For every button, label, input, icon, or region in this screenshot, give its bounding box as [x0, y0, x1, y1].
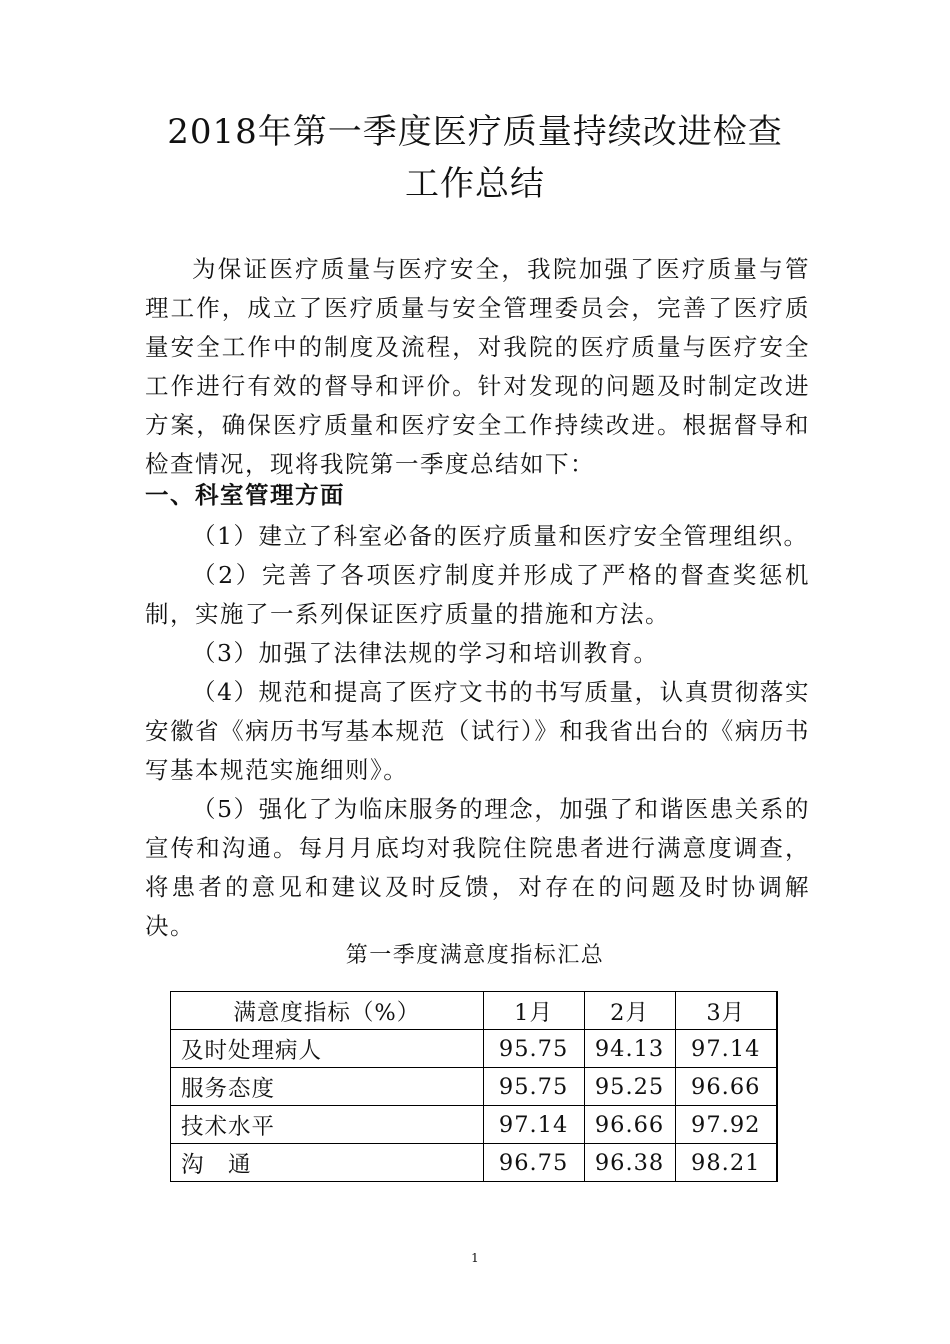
table-cell: 96.75 — [483, 1144, 584, 1182]
section-item-5: （5）强化了为临床服务的理念，加强了和谐医患关系的宣传和沟通。每月月底均对我院住院患者进行满意度调查，将患者的意见和建议及时反馈，对存在的问题及时协调解决。 — [145, 795, 810, 940]
table-header-row — [171, 992, 778, 1030]
section-item-2: （2）完善了各项医疗制度并形成了严格的督查奖惩机制，实施了一系列保证医疗质量的措施和方法。 — [145, 561, 810, 628]
intro-paragraph: 为保证医疗质量与医疗安全，我院加强了医疗质量与管理工作，成立了医疗质量与安全管理委员会，完善了医疗质量安全工作中的制度及流程，对我院的医疗质量与医疗安全工作进行有效的督导和评价。针对发现的问题及时制定改进方案，确保医疗质量和医疗安全工作持续改进。根据督导和检查情况，现将我院第一季度总结如下： — [145, 255, 810, 478]
section-heading: 一、科室管理方面 — [145, 481, 345, 509]
table-row — [171, 1068, 778, 1106]
table-row — [171, 1106, 778, 1144]
column-header: 2月 — [584, 992, 675, 1030]
satisfaction-table — [170, 991, 778, 1182]
table-cell: 96.66 — [584, 1106, 675, 1144]
table-cell: 98.21 — [675, 1144, 777, 1182]
page-number: 1 — [471, 1251, 479, 1265]
row-label: 服务态度 — [171, 1068, 484, 1106]
column-header: 1月 — [483, 992, 584, 1030]
row-label: 及时处理病人 — [171, 1030, 484, 1068]
table-cell: 96.66 — [675, 1068, 777, 1106]
document-title-line-1: 2018年第一季度医疗质量持续改进检查 — [167, 112, 783, 152]
table-row — [171, 1030, 778, 1068]
table-cell: 95.75 — [483, 1068, 584, 1106]
row-label: 沟 通 — [171, 1144, 484, 1182]
table-caption: 第一季度满意度指标汇总 — [345, 943, 605, 968]
section-item-4: （4）规范和提高了医疗文书的书写质量，认真贯彻落实安徽省《病历书写基本规范（试行）》和我省出台的《病历书写基本规范实施细则》。 — [145, 678, 810, 784]
section-item-3: （3）加强了法律法规的学习和培训教育。 — [192, 639, 659, 667]
column-header: 满意度指标（%） — [171, 992, 484, 1030]
table-cell: 97.14 — [483, 1106, 584, 1144]
table-row — [171, 1144, 778, 1182]
column-header: 3月 — [675, 992, 777, 1030]
table-cell: 95.25 — [584, 1068, 675, 1106]
document-title-line-2: 工作总结 — [405, 164, 545, 204]
row-label: 技术水平 — [171, 1106, 484, 1144]
table-cell: 94.13 — [584, 1030, 675, 1068]
table-cell: 97.14 — [675, 1030, 777, 1068]
table-cell: 95.75 — [483, 1030, 584, 1068]
section-item-1: （1）建立了科室必备的医疗质量和医疗安全管理组织。 — [192, 522, 809, 550]
table-cell: 96.38 — [584, 1144, 675, 1182]
table-cell: 97.92 — [675, 1106, 777, 1144]
